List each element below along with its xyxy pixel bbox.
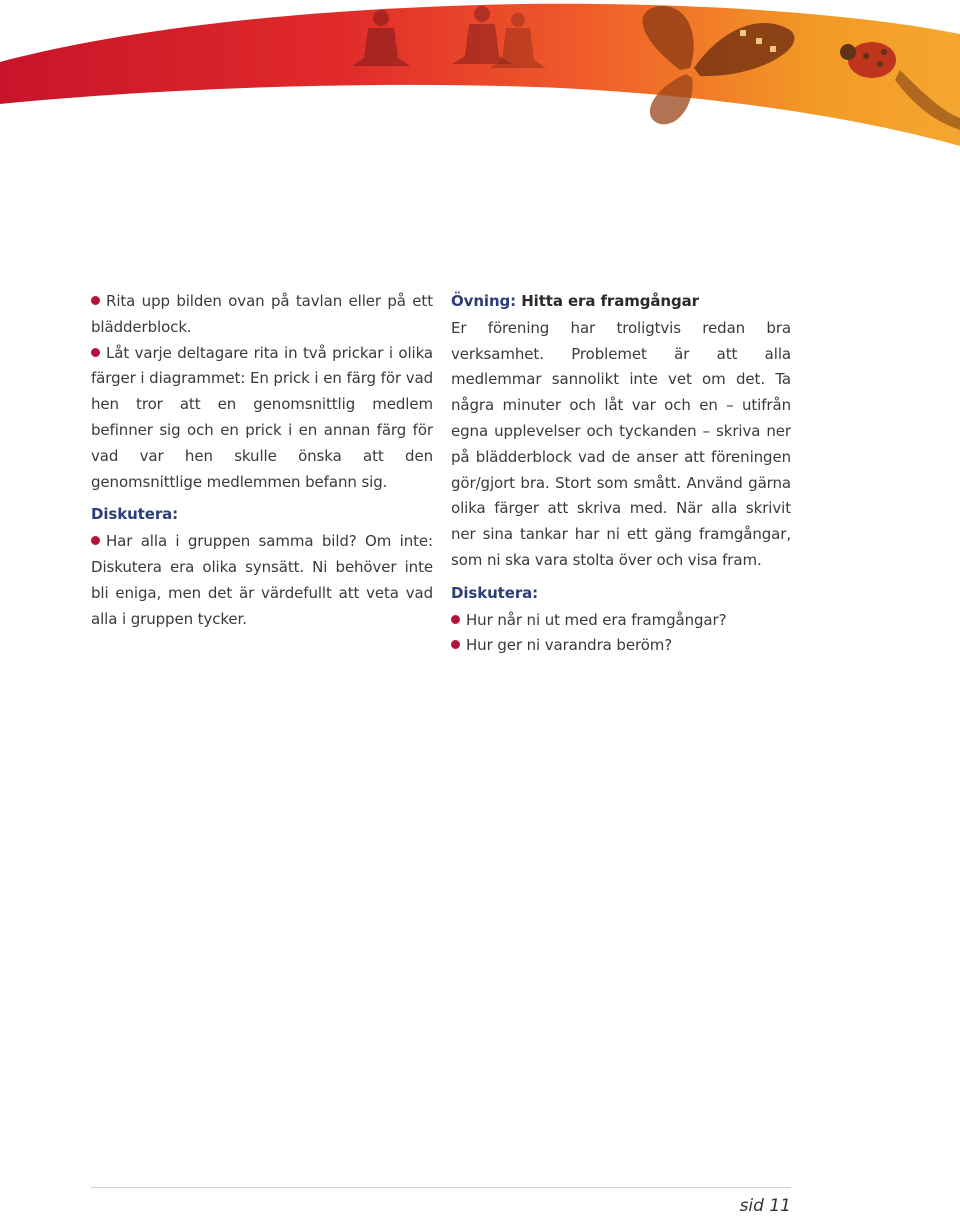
exercise-heading bbox=[451, 289, 791, 315]
exercise-text: Er förening har troligtvis redan bra verksamhet. Problemet är att alla medlemmar sannolikt inte vet om det. Ta några minuter och låt var och en – utifrån egna upplevelser och tyckanden – skriva ner på blädderblock vad de anser att föreningen gör/gjort bra. Stort som smått. Använd gärna olika färger att skriva med. När alla skrivit ner sina tankar har ni ett gäng framgångar, som ni ska vara stolta över och visa fram. bbox=[451, 318, 791, 569]
list-item bbox=[91, 341, 433, 496]
exercise-label: Övning: bbox=[451, 292, 517, 310]
bullet-icon bbox=[91, 536, 100, 545]
right-column bbox=[451, 289, 791, 659]
discuss-heading: Diskutera: bbox=[451, 583, 539, 602]
bullet-icon bbox=[451, 640, 460, 649]
bullet-icon bbox=[451, 615, 460, 624]
page-number: sid 11 bbox=[739, 1196, 791, 1216]
bullet-text: Låt varje deltagare rita in två prickar i olika färger i diagrammet: En prick i en färg för vad hen tror att en genomsnittlig medlem befinner sig och en prick i en annan färg för vad var hen skulle önska att den genomsnittlige medlemmen befann sig. bbox=[91, 343, 433, 491]
bullet-text: Har alla i gruppen samma bild? Om inte: Diskutera era olika synsätt. Ni behöver inte bli eniga, men det är värdefullt att veta vad alla i gruppen tycker. bbox=[91, 532, 433, 628]
list-item bbox=[91, 529, 433, 632]
exercise-title: Hitta era framgångar bbox=[521, 292, 699, 310]
bullet-icon bbox=[91, 348, 100, 357]
footer-divider bbox=[91, 1187, 791, 1188]
list-item bbox=[451, 633, 791, 659]
header-banner-image bbox=[0, 0, 960, 150]
bullet-text: Hur ger ni varandra beröm? bbox=[466, 636, 673, 655]
bullet-text: Hur når ni ut med era framgångar? bbox=[466, 610, 727, 629]
bullet-icon bbox=[91, 296, 100, 305]
list-item bbox=[91, 289, 433, 341]
discuss-heading: Diskutera: bbox=[91, 505, 179, 524]
bullet-text: Rita upp bilden ovan på tavlan eller på ett blädderblock. bbox=[91, 292, 433, 336]
left-column bbox=[91, 289, 433, 632]
list-item bbox=[451, 608, 791, 634]
